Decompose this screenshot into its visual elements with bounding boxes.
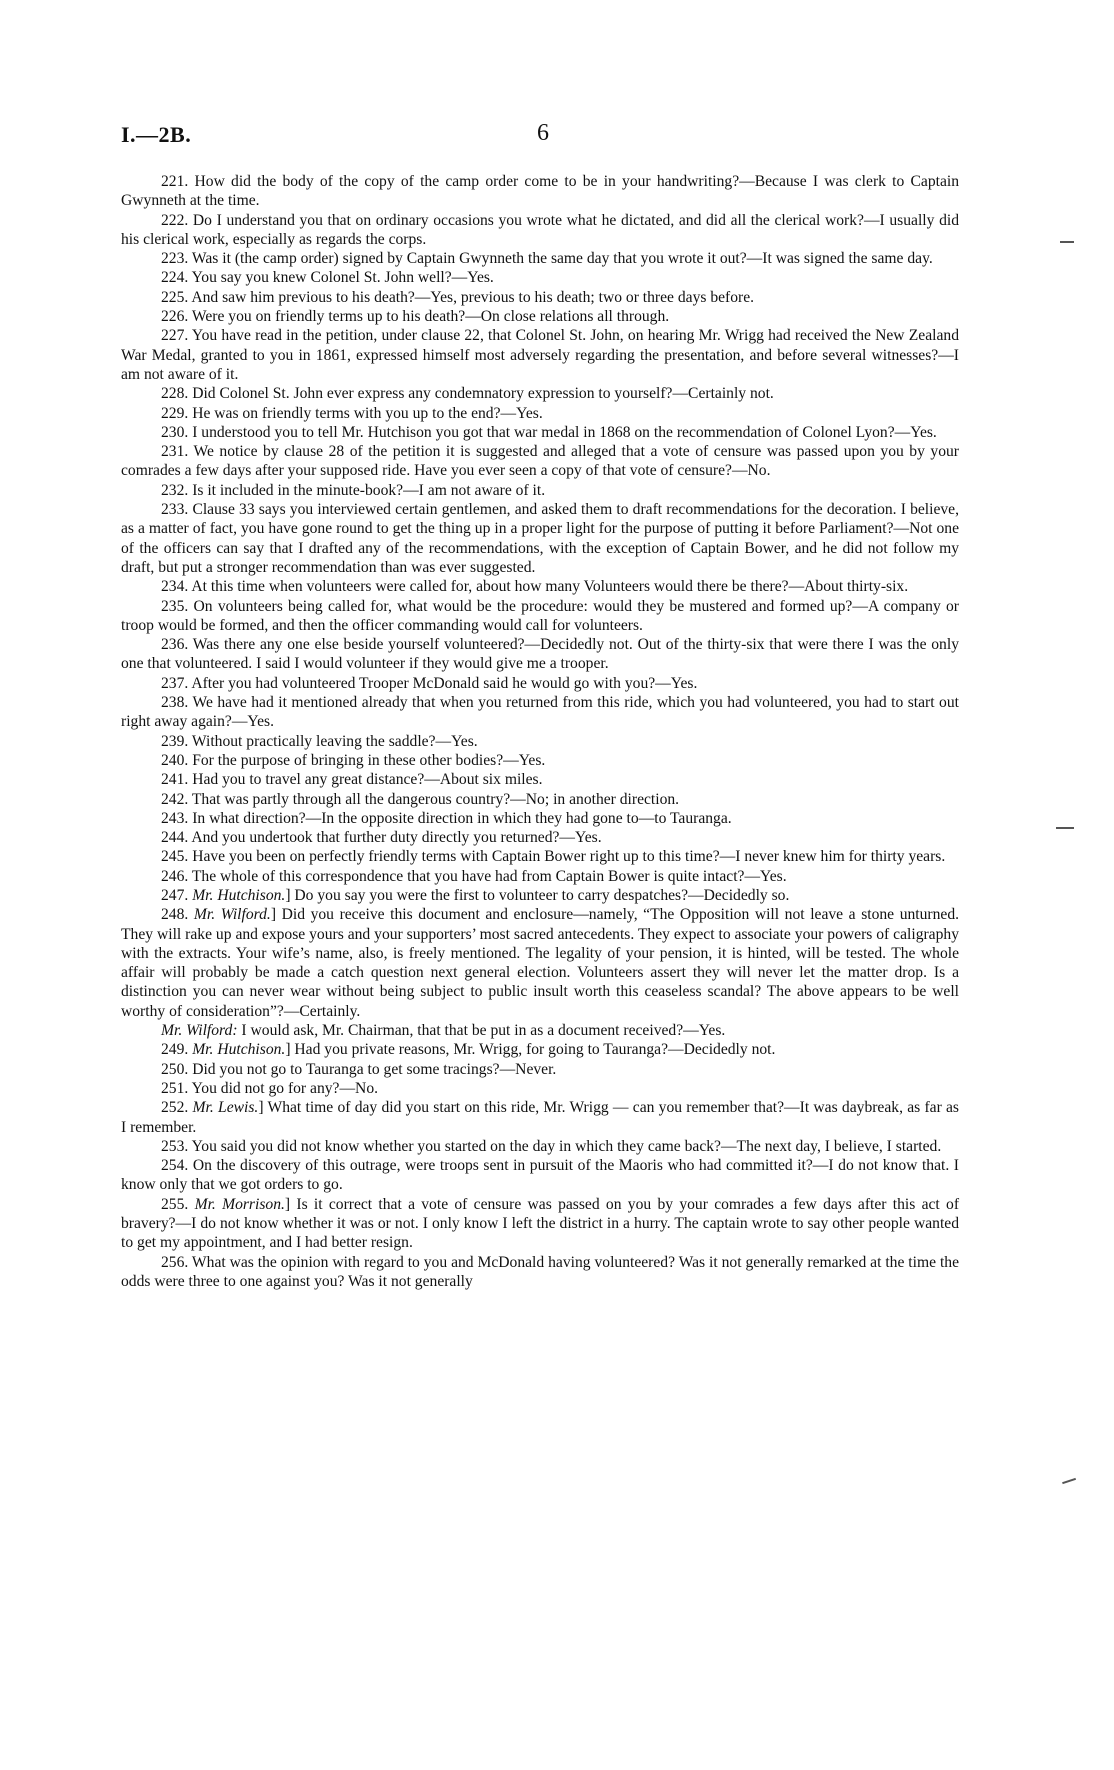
question-answer-paragraph bbox=[121, 905, 959, 1021]
question-answer-paragraph bbox=[121, 790, 959, 809]
question-answer-paragraph bbox=[121, 1040, 959, 1059]
speaker-name: Mr. Lewis. bbox=[192, 1099, 259, 1117]
document-body bbox=[121, 172, 959, 1291]
speaker-name: Mr. Hutchison. bbox=[192, 1041, 286, 1059]
paragraph-text: ] Did you receive this document and enclosure—namely, “The Opposition will not leave a stone unturned. They will rake up and expose yours and your supporters’ most sacred antecedents. They expect to associate your powers of caligraphy with the extracts. Your wife’s name, also, is freely mentioned. The legality of your pension, it is hinted, will be tested. The whole affair will probably be made a catch question next general election. Volunteers assert they will never let the matter drop. Is a distinction you can never wear without being subject to public insult worth this ceaseless scandal? The above appears to be well worthy of consideration”?—Certainly. bbox=[121, 906, 960, 1020]
paragraph-text: 253. You said you did not know whether you started on the day in which they came back?—The next day, I believe, I started. bbox=[161, 1137, 942, 1155]
paragraph-text: 228. Did Colonel St. John ever express any condemnatory expression to yourself?—Certainly not. bbox=[161, 385, 774, 403]
paragraph-text: 233. Clause 33 says you interviewed certain gentlemen, and asked them to draft recommendations for the decoration. I believe, as a matter of fact, you have gone round to get the thing up in a proper light for the purpose of putting it before Parliament?—Not one of the officers can say that I drafted any of the recommendations, with the exception of Captain Bower, and he did not follow my draft, but put a stronger recommendation than was ever suggested. bbox=[121, 501, 959, 576]
paragraph-text: 245. Have you been on perfectly friendly terms with Captain Bower right up to this time?—I never knew him for thirty years. bbox=[161, 848, 946, 866]
question-answer-paragraph bbox=[121, 423, 959, 442]
question-answer-paragraph bbox=[121, 500, 959, 577]
document-reference: I.—2B. bbox=[121, 122, 192, 147]
paragraph-text: 244. And you undertook that further duty directly you returned?—Yes. bbox=[161, 829, 602, 847]
paragraph-text: 223. Was it (the camp order) signed by Captain Gwynneth the same day that you wrote it out?—It was signed the same day. bbox=[161, 250, 933, 268]
paragraph-text: 234. At this time when volunteers were called for, about how many Volunteers would there be there?—About thirty-six. bbox=[161, 578, 909, 596]
question-answer-paragraph bbox=[121, 211, 959, 250]
question-answer-paragraph bbox=[121, 1137, 959, 1156]
paragraph-text: 227. You have read in the petition, under clause 22, that Colonel St. John, on hearing Mr. Wrigg had received the New Zealand War Medal, granted to you in 1861, expressed himself most adversely regarding the presentation, and before several witnesses?—I am not aware of it. bbox=[121, 327, 959, 383]
speaker-name: Mr. Wilford. bbox=[193, 906, 271, 924]
paragraph-text: 224. You say you knew Colonel St. John well?—Yes. bbox=[161, 269, 494, 287]
question-answer-paragraph bbox=[121, 635, 959, 674]
paragraph-text: 221. How did the body of the copy of the camp order come to be in your handwriting?—Because I was clerk to Captain Gwynneth at the time. bbox=[121, 173, 959, 210]
speaker-name: Mr. Wilford: bbox=[161, 1022, 238, 1040]
question-answer-paragraph bbox=[121, 481, 959, 500]
question-answer-paragraph bbox=[121, 693, 959, 732]
paragraph-text: 243. In what direction?—In the opposite direction in which they had gone to—to Tauranga. bbox=[161, 809, 732, 827]
paragraph-text: 229. He was on friendly terms with you up to the end?—Yes. bbox=[161, 404, 543, 422]
paragraph-text: 241. Had you to travel any great distance?—About six miles. bbox=[161, 771, 543, 789]
question-answer-paragraph bbox=[121, 1060, 959, 1079]
question-answer-paragraph bbox=[121, 442, 959, 481]
paragraph-text: 238. We have had it mentioned already that when you returned from this ride, which you had volunteered, you had to start out right away again?—Yes. bbox=[121, 694, 959, 731]
question-answer-paragraph bbox=[121, 326, 959, 384]
paragraph-text: 254. On the discovery of this outrage, were troops sent in pursuit of the Maoris who had committed it?—I do not know that. I know only that we got orders to go. bbox=[121, 1157, 959, 1194]
paragraph-text: 231. We notice by clause 28 of the petition it is suggested and alleged that a vote of censure was passed upon you by your comrades a few days after your supposed ride. Have you ever seen a copy of that vote of censure?—No. bbox=[121, 443, 959, 480]
paragraph-text: 230. I understood you to tell Mr. Hutchison you got that war medal in 1868 on the recommendation of Colonel Lyon?—Yes. bbox=[161, 423, 937, 441]
paragraph-text: 236. Was there any one else beside yourself volunteered?—Decidedly not. Out of the thirty-six that were there I was the only one that volunteered. I said I would volunteer if they would give me a trooper. bbox=[121, 636, 959, 673]
paragraph-number: 247. bbox=[161, 886, 193, 904]
page-number: 6 bbox=[537, 120, 549, 146]
paragraph-text: 226. Were you on friendly terms up to his death?—On close relations all through. bbox=[161, 308, 670, 326]
question-answer-paragraph bbox=[121, 1098, 959, 1137]
question-answer-paragraph bbox=[121, 384, 959, 403]
paragraph-text: 232. Is it included in the minute-book?—I am not aware of it. bbox=[161, 481, 546, 499]
question-answer-paragraph bbox=[121, 268, 959, 287]
speaker-name: Mr. Morrison. bbox=[194, 1195, 285, 1213]
question-answer-paragraph bbox=[121, 809, 959, 828]
paragraph-text: 239. Without practically leaving the saddle?—Yes. bbox=[161, 732, 478, 750]
question-answer-paragraph bbox=[121, 1079, 959, 1098]
question-answer-paragraph bbox=[121, 770, 959, 789]
question-answer-paragraph bbox=[121, 886, 959, 905]
paragraph-text: 246. The whole of this correspondence that you have had from Captain Bower is quite intact?—Yes. bbox=[161, 867, 787, 885]
margin-mark bbox=[1062, 1478, 1076, 1484]
question-answer-paragraph bbox=[121, 1253, 959, 1292]
margin-mark bbox=[1060, 241, 1074, 243]
question-answer-paragraph bbox=[121, 307, 959, 326]
paragraph-text: 237. After you had volunteered Trooper McDonald said he would go with you?—Yes. bbox=[161, 674, 698, 692]
question-answer-paragraph bbox=[121, 1021, 959, 1040]
question-answer-paragraph bbox=[121, 249, 959, 268]
question-answer-paragraph bbox=[121, 597, 959, 636]
question-answer-paragraph bbox=[121, 751, 959, 770]
speaker-name: Mr. Hutchison. bbox=[192, 886, 286, 904]
paragraph-text: I would ask, Mr. Chairman, that that be put in as a document received?—Yes. bbox=[237, 1022, 726, 1040]
paragraph-text: ] What time of day did you start on this ride, Mr. Wrigg — can you remember that?—It was daybreak, as far as I remember. bbox=[121, 1099, 960, 1136]
margin-mark bbox=[1056, 827, 1074, 829]
question-answer-paragraph bbox=[121, 1195, 959, 1253]
question-answer-paragraph bbox=[121, 577, 959, 596]
paragraph-text: ] Do you say you were the first to volunteer to carry despatches?—Decidedly so. bbox=[285, 886, 790, 904]
paragraph-text: 251. You did not go for any?—No. bbox=[161, 1079, 379, 1097]
question-answer-paragraph bbox=[121, 847, 959, 866]
paragraph-number: 248. bbox=[161, 906, 194, 924]
question-answer-paragraph bbox=[121, 867, 959, 886]
question-answer-paragraph bbox=[121, 732, 959, 751]
question-answer-paragraph bbox=[121, 828, 959, 847]
question-answer-paragraph bbox=[121, 1156, 959, 1195]
paragraph-text: 225. And saw him previous to his death?—Yes, previous to his death; two or three days before. bbox=[161, 288, 755, 306]
paragraph-text: 256. What was the opinion with regard to you and McDonald having volunteered? Was it not generally remarked at the time the odds were three to one against you? Was it not generally bbox=[121, 1253, 959, 1290]
paragraph-text: 242. That was partly through all the dangerous country?—No; in another direction. bbox=[161, 790, 680, 808]
paragraph-text: ] Is it correct that a vote of censure was passed on you by your comrades a few days after this act of bravery?—I do not know whether it was or not. I only know I left the district in a hurry. The captain wrote to say other people wanted to get my appointment, and I had better resign. bbox=[121, 1195, 960, 1252]
paragraph-text: 222. Do I understand you that on ordinary occasions you wrote what he dictated, and did all the clerical work?—I usually did his clerical work, especially as regards the corps. bbox=[121, 211, 959, 248]
question-answer-paragraph bbox=[121, 172, 959, 211]
question-answer-paragraph bbox=[121, 288, 959, 307]
paragraph-number: 249. bbox=[161, 1041, 193, 1059]
paragraph-number: 255. bbox=[161, 1195, 195, 1213]
paragraph-number: 252. bbox=[161, 1099, 193, 1117]
question-answer-paragraph bbox=[121, 674, 959, 693]
paragraph-text: ] Had you private reasons, Mr. Wrigg, for going to Tauranga?—Decidedly not. bbox=[285, 1041, 776, 1059]
question-answer-paragraph bbox=[121, 404, 959, 423]
paragraph-text: 250. Did you not go to Tauranga to get some tracings?—Never. bbox=[161, 1060, 557, 1078]
paragraph-text: 235. On volunteers being called for, what would be the procedure: would they be mustered and formed up?—A company or troop would be formed, and then the officer commanding would call for volunteers. bbox=[121, 597, 959, 634]
paragraph-text: 240. For the purpose of bringing in these other bodies?—Yes. bbox=[161, 751, 546, 769]
